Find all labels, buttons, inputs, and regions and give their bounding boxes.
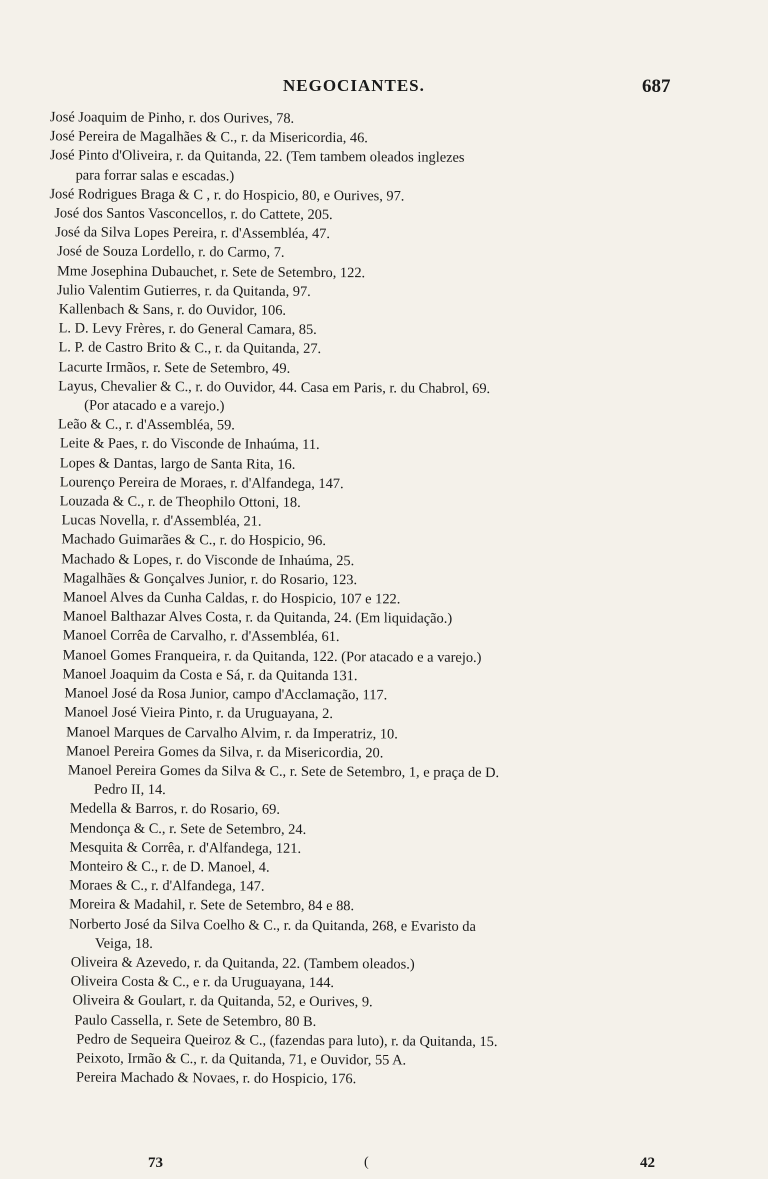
entry-text: Manoel Alves da Cunha Caldas, r. do Hospicio, 107 e 122. (62, 589, 401, 608)
list-item (0, 377, 766, 420)
entry-text: Oliveira & Azevedo, r. da Quitanda, 22. (Tambem oleados.) (70, 954, 415, 973)
entry-text: Paulo Cassella, r. Sete de Setembro, 80 B. (74, 1012, 317, 1030)
signature-mark: 73 (148, 1155, 163, 1171)
merchant-list (0, 108, 768, 1092)
entry-continuation: Pedro II, 14. (93, 781, 166, 799)
entry-text: Mme Josephina Dubauchet, r. Sete de Setembro, 122. (56, 262, 366, 281)
entry-text: Manoel Balthazar Alves Costa, r. da Quitanda, 24. (Em liquidação.) (62, 608, 453, 628)
entry-text: Manoel José da Rosa Junior, campo d'Acclamação, 117. (64, 685, 388, 704)
printer-mark: ( (364, 1155, 369, 1170)
list-item (0, 915, 763, 958)
entry-text: Manoel Gomes Franqueira, r. da Quitanda, 122. (Por atacado e a varejo.) (62, 647, 482, 666)
entry-text: Julio Valentim Gutierres, r. da Quitanda, 97. (56, 282, 311, 300)
entry-text: Manoel Pereira Gomes da Silva & C., r. Sete de Setembro, 1, e praça de D. (67, 762, 500, 781)
entry-text: Lacurte Irmãos, r. Sete de Setembro, 49. (58, 359, 291, 377)
page-title: NEGOCIANTES. (283, 76, 425, 95)
entry-text: Machado & Lopes, r. do Visconde de Inhaúma, 25. (61, 551, 355, 569)
entry-text: Magalhães & Gonçalves Junior, r. do Rosario, 123. (63, 570, 358, 589)
entry-text: Mendonça & C., r. Sete de Setembro, 24. (69, 819, 307, 838)
entry-text: José Pereira de Magalhães & C., r. da Misericordia, 46. (49, 128, 368, 147)
entry-text: Louzada & C., r. de Theophilo Ottoni, 18. (59, 493, 301, 511)
entry-text: Manoel Marques de Carvalho Alvim, r. da Imperatriz, 10. (66, 723, 398, 742)
entry-text: Manoel Joaquim da Costa e Sá, r. da Quitanda 131. (62, 666, 358, 685)
entry-text: José dos Santos Vasconcellos, r. do Cattete, 205. (54, 205, 333, 224)
entry-text: Pereira Machado & Novaes, r. do Hospicio, 176. (76, 1069, 357, 1088)
entry-text: José Rodrigues Braga & C , r. do Hospicio, 80, e Ourives, 97. (49, 186, 405, 205)
entry-text: Leão & C., r. d'Assembléa, 59. (58, 416, 235, 434)
entry-text: L. P. de Castro Brito & C., r. da Quitanda, 27. (58, 339, 322, 358)
page-number: 687 (642, 76, 671, 97)
entry-text: José Joaquim de Pinho, r. dos Ourives, 78. (49, 109, 295, 127)
entry-text: Moreira & Madahil, r. Sete de Setembro, 84 e 88. (69, 896, 355, 915)
entry-text: José Pinto d'Oliveira, r. da Quitanda, 22. (Tem tambem oleados inglezes (49, 147, 465, 167)
entry-text: Manoel José Vieira Pinto, r. da Uruguayana, 2. (64, 704, 333, 723)
entry-text: Oliveira Costa & C., e r. da Uruguayana, 144. (70, 973, 335, 992)
entry-text: Moraes & C., r. d'Alfandega, 147. (69, 877, 265, 895)
entry-text: Oliveira & Goulart, r. da Quitanda, 52, e Ourives, 9. (72, 992, 373, 1011)
entry-text: Lopes & Dantas, largo de Santa Rita, 16. (59, 455, 296, 473)
entry-text: Lucas Novella, r. d'Assembléa, 21. (61, 512, 262, 530)
entry-text: Pedro de Sequeira Queiroz & C., (fazendas para luto), r. da Quitanda, 15. (76, 1031, 498, 1050)
entry-text: L. D. Levy Frères, r. do General Camara, 85. (58, 320, 317, 339)
entry-text: Kallenbach & Sans, r. do Ouvidor, 106. (58, 301, 287, 319)
entry-text: José de Souza Lordello, r. do Carmo, 7. (57, 243, 285, 262)
entry-continuation: para forrar salas e escadas.) (75, 167, 235, 185)
entry-text: Machado Guimarães & C., r. do Hospicio, 96. (61, 531, 327, 550)
entry-continuation: Veiga, 18. (94, 935, 153, 952)
entry-text: Manoel Pereira Gomes da Silva, r. da Misericordia, 20. (66, 743, 384, 762)
entry-text: Layus, Chevalier & C., r. do Ouvidor, 44. Casa em Paris, r. du Chabrol, 69. (58, 378, 491, 397)
entry-text: Manoel Corrêa de Carvalho, r. d'Assembléa, 61. (62, 627, 340, 646)
list-item (0, 761, 764, 804)
list-item (0, 146, 768, 189)
entry-text: José da Silva Lopes Pereira, r. d'Assembléa, 47. (55, 224, 331, 243)
entry-text: Leite & Paes, r. do Visconde de Inhaúma, 11. (59, 435, 320, 454)
entry-text: Mesquita & Corrêa, r. d'Alfandega, 121. (69, 839, 302, 857)
folio-number: 42 (640, 1155, 655, 1171)
entry-text: Norberto José da Silva Coelho & C., r. da Quitanda, 268, e Evaristo da (68, 915, 476, 935)
entry-continuation: (Por atacado e a varejo.) (84, 397, 225, 415)
entry-text: Peixoto, Irmão & C., r. da Quitanda, 71, e Ouvidor, 55 A. (76, 1050, 407, 1069)
page-footer (0, 1155, 768, 1175)
entry-text: Lourenço Pereira de Moraes, r. d'Alfandega, 147. (59, 474, 344, 492)
list-item (0, 1068, 762, 1092)
page-header (0, 76, 768, 100)
entry-text: Monteiro & C., r. de D. Manoel, 4. (69, 858, 270, 876)
entry-text: Medella & Barros, r. do Rosario, 69. (69, 800, 280, 819)
